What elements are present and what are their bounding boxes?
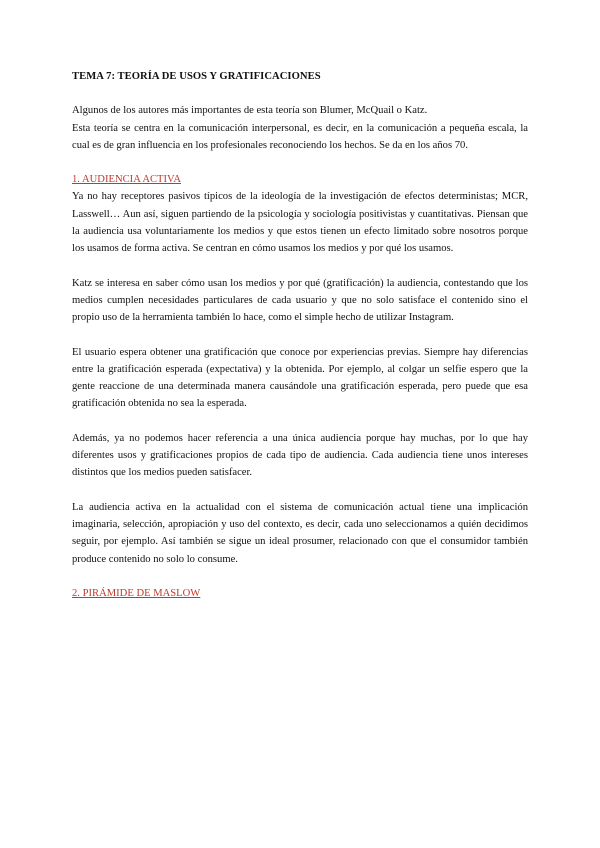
paragraph: Además, ya no podemos hacer referencia a una única audiencia porque hay muchas, por lo que hay diferentes usos y gratificaciones propios de cada tipo de audiencia. Cada audiencia tiene unos intereses distintos que los medios pueden satisfacer. (72, 432, 528, 479)
section-piramide-maslow (72, 585, 528, 602)
paragraph: Katz se interesa en saber cómo usan los medios y por qué (gratificación) la audiencia, contestando que los medios cumplen necesidades particulares de cada usuario y que no solo satisface el contenido sino el propio uso de la herramienta también lo hace, como el simple hecho de utilizar Instagram. (72, 277, 528, 324)
document-page (72, 68, 528, 602)
intro-focus: Esta teoría se centra en la comunicación interpersonal, es decir, en la comunicación a pequeña escala, la cual es de gran influencia en los profesionales reconociendo los hechos. Se da en los años 70. (72, 122, 528, 151)
paragraph: La audiencia activa en la actualidad con el sistema de comunicación actual tiene una implicación imaginaria, selección, apropiación y uso del contexto, es decir, cada uno seleccionamos a quién decidimos seguir, por ejemplo. Así también se sigue un ideal prosumer, relacionado con que el consumidor también produce contenido no solo lo consume. (72, 501, 528, 565)
section-heading: 2. PIRÁMIDE DE MASLOW (72, 587, 201, 599)
paragraph: Ya no hay receptores pasivos típicos de la ideología de la investigación de efectos deterministas; MCR, Lasswell… Aun así, siguen partiendo de la psicología y sociología positivistas y cuantitativas. Piensan que la audiencia usa voluntariamente los medios y que estos tienen un efecto limitado sobre nosotros porque los usamos de forma activa. Se centran en cómo usamos los medios y por qué los usamos. (72, 191, 528, 255)
section-audiencia-activa (72, 171, 528, 568)
document-title: TEMA 7: TEORÍA DE USOS Y GRATIFICACIONES (72, 71, 321, 82)
paragraph: El usuario espera obtener una gratificación que conoce por experiencias previas. Siempre hay diferencias entre la gratificación esperada (expectativa) y la obtenida. Por ejemplo, al colgar un selfie espero que la gente reaccione de una determinada manera causándole una gratificación esperada, pero puede que esa gratificación obtenida no sea la esperada. (72, 346, 528, 410)
section-heading: 1. AUDIENCIA ACTIVA (72, 174, 181, 186)
intro-authors: Algunos de los autores más importantes de esta teoría son Blumer, McQuail o Katz. (72, 105, 428, 117)
